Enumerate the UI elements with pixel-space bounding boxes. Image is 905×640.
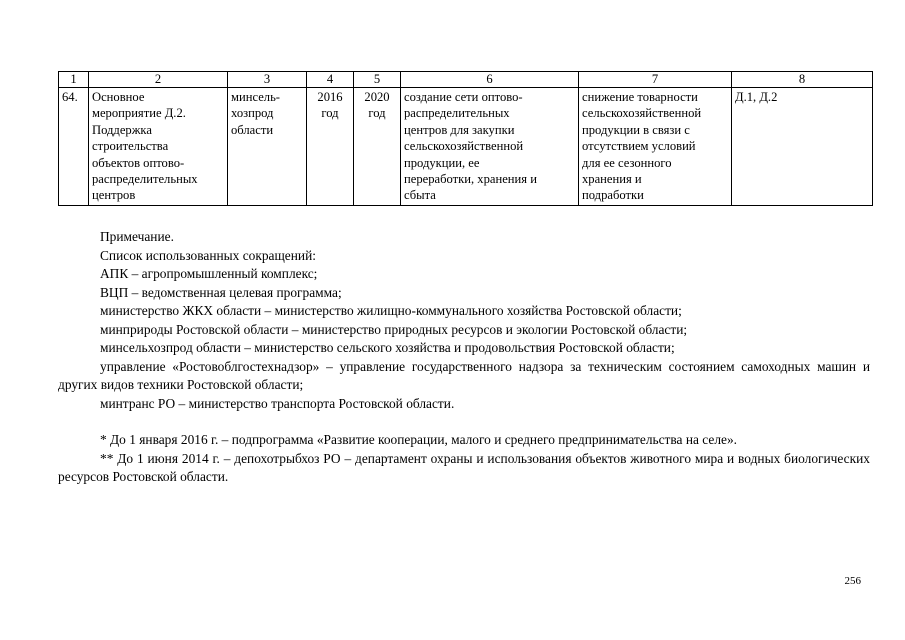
- cell-line: строительства: [92, 139, 169, 154]
- header-cell: 6: [401, 72, 579, 88]
- header-cell: 8: [732, 72, 873, 88]
- abbreviations-heading: Список использованных сокращений:: [100, 247, 316, 263]
- measure-name-cell: [89, 88, 228, 206]
- header-cell: 2: [89, 72, 228, 88]
- abbreviation-item: министерство ЖКХ области – министерство жилищно-коммунального хозяйства Ростовской области;: [100, 303, 682, 318]
- indicator-link-cell: Д.1, Д.2: [732, 88, 873, 206]
- cell-line: сельскохозяйственной: [404, 139, 524, 154]
- header-cell: 4: [307, 72, 354, 88]
- cell-line: сбыта: [404, 188, 436, 203]
- row-number: 64.: [59, 88, 89, 206]
- footnote: * До 1 января 2016 г. – подпрограмма «Развитие кооперации, малого и среднего предпринимательства на селе».: [100, 432, 738, 447]
- cell-line: минсель-: [231, 90, 281, 104]
- cell-line: Основное: [92, 90, 145, 104]
- cell-line: объектов оптово-: [92, 155, 185, 170]
- notes-title: Примечание.: [100, 229, 174, 244]
- cell-line: распределительных: [92, 172, 198, 187]
- consequences-cell: [579, 88, 732, 206]
- end-year-cell: [354, 88, 401, 206]
- cell-line: мероприятие Д.2.: [92, 106, 186, 121]
- header-cell: 1: [59, 72, 89, 88]
- cell-line: области: [231, 122, 274, 137]
- cell-line: центров: [92, 188, 136, 203]
- header-cell: 3: [228, 72, 307, 88]
- table-row: [59, 88, 873, 206]
- footnote: ** До 1 июня 2014 г. – депохотрыбхоз РО – департамент охраны и использования объектов животного мира и водных биологических ресурсов Ростовской области.: [58, 450, 870, 484]
- page-number: 256: [844, 575, 861, 587]
- cell-line: центров для закупки: [404, 122, 515, 137]
- cell-line: продукции, ее: [404, 155, 480, 170]
- abbreviation-item: ВЦП – ведомственная целевая программа;: [100, 284, 342, 300]
- cell-line: год: [321, 106, 339, 121]
- abbreviation-item: минприроды Ростовской области – министерство природных ресурсов и экологии Ростовской области;: [100, 321, 688, 337]
- measures-table: [58, 71, 873, 206]
- cell-line: хранения и: [582, 172, 642, 187]
- cell-line: распределительных: [404, 106, 510, 121]
- cell-line: Поддержка: [92, 122, 152, 137]
- notes-section: [58, 228, 870, 487]
- header-cell: 5: [354, 72, 401, 88]
- expected-result-cell: [401, 88, 579, 206]
- abbreviation-item: АПК – агропромышленный комплекс;: [100, 266, 318, 281]
- spacer: [58, 413, 870, 431]
- cell-line: подработки: [582, 188, 644, 203]
- cell-line: переработки, хранения и: [404, 172, 537, 187]
- cell-line: продукции в связи с: [582, 122, 690, 137]
- abbreviation-item: минсельхозпрод области – министерство сельского хозяйства и продовольствия Ростовской области;: [100, 340, 675, 355]
- abbreviation-item: управление «Ростовоблгостехнадзор» – управление государственного надзора за техническим состоянием самоходных машин и других видов техники Ростовской области;: [58, 358, 870, 392]
- cell-line: год: [368, 106, 386, 121]
- abbreviation-item: минтранс РО – министерство транспорта Ростовской области.: [100, 395, 455, 411]
- table-header-row: [59, 72, 873, 88]
- cell-line: для ее сезонного: [582, 155, 672, 170]
- executor-cell: [228, 88, 307, 206]
- cell-line: сельскохозяйственной: [582, 106, 702, 121]
- cell-line: отсутствием условий: [582, 139, 696, 154]
- cell-line: 2020: [364, 90, 390, 104]
- cell-line: создание сети оптово-: [404, 90, 523, 104]
- header-cell: 7: [579, 72, 732, 88]
- start-year-cell: [307, 88, 354, 206]
- cell-line: 2016: [317, 90, 343, 104]
- cell-line: снижение товарности: [582, 90, 698, 104]
- cell-line: хозпрод: [231, 106, 274, 121]
